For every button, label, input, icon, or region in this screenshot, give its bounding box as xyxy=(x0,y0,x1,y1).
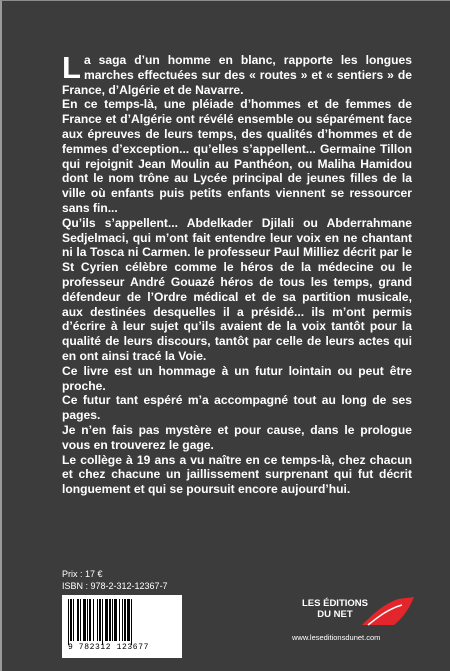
publisher-website: www.leseditionsdunet.com xyxy=(292,633,381,642)
price-label: Prix : 17 € xyxy=(62,569,103,579)
isbn-label: ISBN : 978-2-312-12367-7 xyxy=(62,581,168,591)
back-cover-text xyxy=(62,50,412,497)
barcode-bars xyxy=(68,599,176,645)
paragraph-7: Le collège à 19 ans a vu naître en ce temps-là, chez chacun et chez chacune un jaillissement surprenant qui fut décrit longuement et qui se poursuit encore aujourd’hui. xyxy=(62,452,412,497)
drop-cap: L xyxy=(62,50,81,85)
red-flag-logo-icon xyxy=(358,595,418,629)
paragraph-1 xyxy=(62,50,412,97)
paragraph-4: Ce livre est un hommage à un futur lointain ou peut être proche. xyxy=(62,363,412,393)
publisher-name-line1: LES ÉDITIONS xyxy=(302,598,368,609)
paragraph-1-text: a saga d’un homme en blanc, rapporte les longues marches effectuées sur des « routes » et « sentiers » de France, d’Algérie et de Navarre. xyxy=(62,53,412,97)
paragraph-5: Ce futur tant espéré m’a accompagné tout au long de ses pages. xyxy=(62,393,412,423)
barcode-number: 9 782312 123677 xyxy=(68,643,150,652)
paragraph-3: Qu’ils s’appellent... Abdelkader Djilali ou Abderrahmane Sedjelmaci, qui m’ont fait entendre leur voix en ne chantant ni la Tosca ni Carmen. le professeur Paul Milliez décrit par le St Cyrien célèbre comme le héros de la médecine ou le professeur André Gouazé héros de tous les temps, grand défendeur de l’Ordre médical et de sa partition musicale, aux destinées desquelles il a présidé... ils m’ont permis d’écrire à leur sujet qu’ils avaient de la voix tantôt pour la qualité de leurs discours, tantôt par celle de leurs actes qui en ont ainsi tracé la Voie. xyxy=(62,215,412,363)
publisher-name-line2: DU NET xyxy=(317,609,353,620)
paragraph-2: En ce temps-là, une pléiade d’hommes et de femmes de France et d’Algérie ont révélé ensemble ou séparément face aux épreuves de leurs temps, des qualités d’hommes et de femmes d’exception... qu’elles s’appellent... Germaine Tillon qui rejoignit Jean Moulin au Panthéon, ou Maliha Hamidou dont le nom trône au Lycée principal de jeunes filles de la ville où enfants puis petits enfants viennent se ressourcer sans fin... xyxy=(62,97,412,215)
barcode-gap xyxy=(132,599,134,641)
paragraph-6: Je n’en fais pas mystère et pour cause, dans le prologue vous en trouverez le gage. xyxy=(62,422,412,452)
barcode xyxy=(62,595,182,658)
